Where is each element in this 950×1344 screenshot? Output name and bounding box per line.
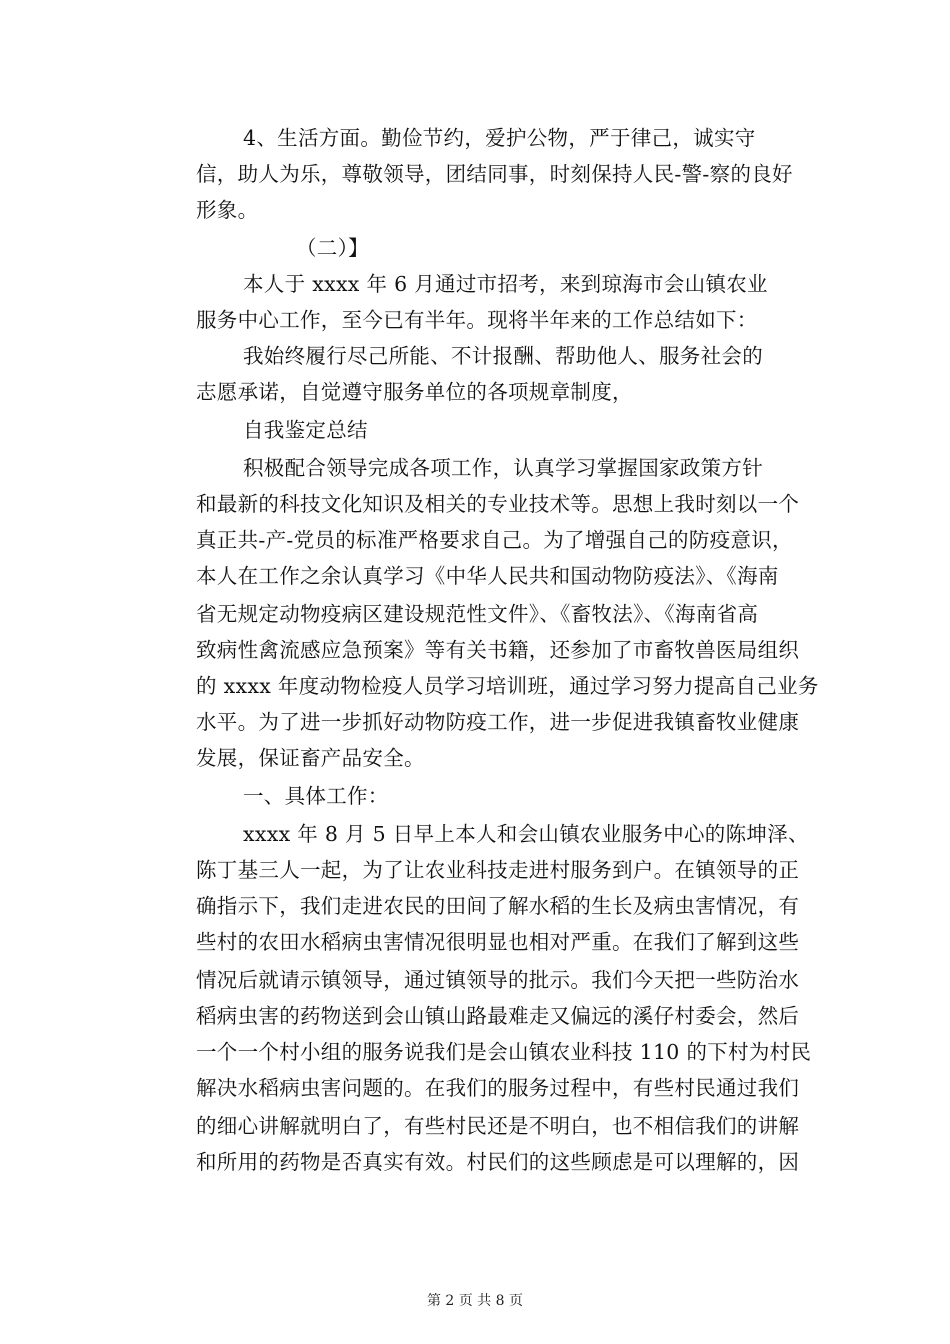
body-line: 本人在工作之余认真学习《中华人民共和国动物防疫法》、《海南 <box>196 564 779 588</box>
body-line: 真正共-产-党员的标准严格要求自己。为了增强自己的防疫意识， <box>196 528 793 552</box>
body-line: 服务中心工作，至今已有半年。现将半年来的工作总结如下： <box>196 308 758 332</box>
body-line: 一个一个村小组的服务说我们是会山镇农业科技 110 的下村为村民 <box>196 1040 812 1064</box>
body-line: 些村的农田水稻病虫害情况很明显也相对严重。在我们了解到这些 <box>196 930 800 954</box>
body-line: 确指示下，我们走进农民的田间了解水稻的生长及病虫害情况，有 <box>196 894 800 918</box>
body-line: 志愿承诺，自觉遵守服务单位的各项规章制度， <box>196 380 633 404</box>
body-line: 水平。为了进一步抓好动物防疫工作，进一步促进我镇畜牧业健康 <box>196 710 800 734</box>
body-line: 省无规定动物疫病区建设规范性文件》、《畜牧法》、《海南省高 <box>196 602 759 626</box>
body-line: 的 xxxx 年度动物检疫人员学习培训班，通过学习努力提高自己业务 <box>196 674 819 698</box>
body-line: 稻病虫害的药物送到会山镇山路最难走又偏远的溪仔村委会，然后 <box>196 1004 800 1028</box>
body-line: 信，助人为乐，尊敬领导，团结同事，时刻保持人民-警-察的良好 <box>196 162 793 186</box>
subheading: 一、具体工作： <box>243 784 389 808</box>
body-line: 形象。 <box>196 198 259 222</box>
body-line: 我始终履行尽己所能、不计报酬、帮助他人、服务社会的 <box>243 344 763 368</box>
subheading: 自我鉴定总结 <box>243 418 368 442</box>
body-line: 情况后就请示镇领导，通过镇领导的批示。我们今天把一些防治水 <box>196 968 800 992</box>
section-heading: （二）】 <box>296 236 369 260</box>
body-line: 陈丁基三人一起，为了让农业科技走进村服务到户。在镇领导的正 <box>196 858 800 882</box>
body-line: 4、生活方面。勤俭节约，爱护公物，严于律己，诚实守 <box>243 126 756 150</box>
body-line: 和所用的药物是否真实有效。村民们的这些顾虑是可以理解的，因 <box>196 1150 800 1174</box>
body-line: 解决水稻病虫害问题的。在我们的服务过程中，有些村民通过我们 <box>196 1076 800 1100</box>
page-number: 第 2 页 共 8 页 <box>426 1293 524 1309</box>
body-line: 致病性禽流感应急预案》等有关书籍，还参加了市畜牧兽医局组织 <box>196 638 800 662</box>
body-line: 积极配合领导完成各项工作，认真学习掌握国家政策方针 <box>243 456 763 480</box>
body-line: 本人于 xxxx 年 6 月通过市招考，来到琼海市会山镇农业 <box>243 272 768 296</box>
body-line: xxxx 年 8 月 5 日早上本人和会山镇农业服务中心的陈坤泽、 <box>243 822 809 846</box>
body-line: 的细心讲解就明白了，有些村民还是不明白，也不相信我们的讲解 <box>196 1114 800 1138</box>
body-line: 发展，保证畜产品安全。 <box>196 746 425 770</box>
body-line: 和最新的科技文化知识及相关的专业技术等。思想上我时刻以一个 <box>196 492 800 516</box>
